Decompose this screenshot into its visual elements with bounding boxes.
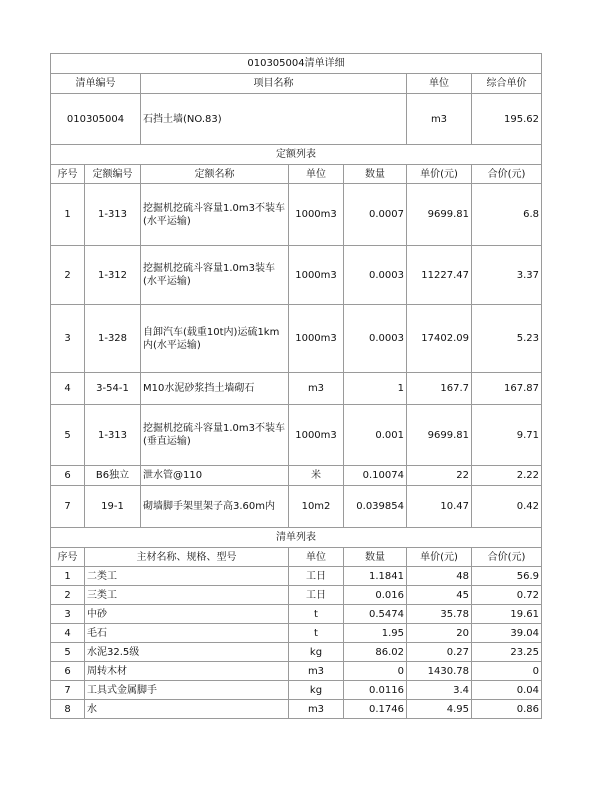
material-unit: kg — [289, 681, 344, 700]
quota-col-unit: 单位 — [289, 165, 344, 184]
material-total: 19.61 — [472, 605, 542, 624]
quota-no: 1 — [51, 184, 85, 246]
quota-name: 挖掘机挖硫斗容量1.0m3不装车(水平运输) — [141, 184, 289, 246]
quota-qty: 0.0003 — [344, 246, 407, 305]
material-name: 水泥32.5级 — [85, 643, 289, 662]
quota-unit: 1000m3 — [289, 405, 344, 466]
header-name-label: 项目名称 — [141, 74, 407, 94]
quota-total: 5.23 — [472, 305, 542, 373]
quota-code: 1-313 — [85, 405, 141, 466]
quota-name: 泄水管@110 — [141, 466, 289, 486]
quota-price: 9699.81 — [407, 405, 472, 466]
material-col-unit: 单位 — [289, 548, 344, 567]
material-no: 1 — [51, 567, 85, 586]
header-unit-label: 单位 — [407, 74, 472, 94]
quota-name: M10水泥砂浆挡土墙砌石 — [141, 373, 289, 405]
quota-row — [51, 486, 542, 528]
header-label-row — [51, 74, 542, 94]
title-row — [51, 54, 542, 74]
quota-unit: 1000m3 — [289, 305, 344, 373]
material-total: 0 — [472, 662, 542, 681]
quota-name: 挖掘机挖硫斗容量1.0m3不装车(垂直运输) — [141, 405, 289, 466]
quota-code: 19-1 — [85, 486, 141, 528]
material-name: 中砂 — [85, 605, 289, 624]
quota-code: 1-312 — [85, 246, 141, 305]
quota-col-name: 定额名称 — [141, 165, 289, 184]
quota-name: 自卸汽车(载重10t内)运硫1km内(水平运输) — [141, 305, 289, 373]
material-row — [51, 643, 542, 662]
material-qty: 0.5474 — [344, 605, 407, 624]
material-name: 三类工 — [85, 586, 289, 605]
material-unit: kg — [289, 643, 344, 662]
material-row — [51, 605, 542, 624]
quota-price: 22 — [407, 466, 472, 486]
material-unit: 工日 — [289, 567, 344, 586]
quota-total: 9.71 — [472, 405, 542, 466]
header-value-row — [51, 94, 542, 145]
quota-code: B6独立 — [85, 466, 141, 486]
bill-code: 010305004 — [51, 94, 141, 145]
quota-code: 3-54-1 — [85, 373, 141, 405]
material-unit: t — [289, 624, 344, 643]
quota-total: 0.42 — [472, 486, 542, 528]
material-no: 7 — [51, 681, 85, 700]
material-row — [51, 624, 542, 643]
material-no: 8 — [51, 700, 85, 719]
quota-no: 2 — [51, 246, 85, 305]
quota-total: 2.22 — [472, 466, 542, 486]
quota-col-qty: 数量 — [344, 165, 407, 184]
quota-total: 167.87 — [472, 373, 542, 405]
material-total: 39.04 — [472, 624, 542, 643]
sheet-title: 010305004清单详细 — [51, 54, 542, 74]
quota-price: 17402.09 — [407, 305, 472, 373]
quota-qty: 0.001 — [344, 405, 407, 466]
material-qty: 0.016 — [344, 586, 407, 605]
material-row — [51, 586, 542, 605]
material-price: 35.78 — [407, 605, 472, 624]
quota-code: 1-328 — [85, 305, 141, 373]
quota-col-code: 定额编号 — [85, 165, 141, 184]
quota-total: 3.37 — [472, 246, 542, 305]
material-qty: 0.1746 — [344, 700, 407, 719]
material-price: 20 — [407, 624, 472, 643]
quota-unit: m3 — [289, 373, 344, 405]
bill-detail-table — [50, 53, 542, 719]
material-price: 1430.78 — [407, 662, 472, 681]
quota-price: 167.7 — [407, 373, 472, 405]
material-total: 23.25 — [472, 643, 542, 662]
material-unit: t — [289, 605, 344, 624]
quota-qty: 0.10074 — [344, 466, 407, 486]
quota-price: 10.47 — [407, 486, 472, 528]
quota-row — [51, 305, 542, 373]
quota-qty: 0.0007 — [344, 184, 407, 246]
bill-unit: m3 — [407, 94, 472, 145]
material-unit: m3 — [289, 700, 344, 719]
quota-unit: 1000m3 — [289, 184, 344, 246]
quota-price: 9699.81 — [407, 184, 472, 246]
header-price-label: 综合单价 — [472, 74, 542, 94]
quota-row — [51, 405, 542, 466]
bill-price: 195.62 — [472, 94, 542, 145]
material-total: 0.04 — [472, 681, 542, 700]
quota-no: 5 — [51, 405, 85, 466]
material-no: 4 — [51, 624, 85, 643]
quota-row — [51, 466, 542, 486]
material-total: 0.72 — [472, 586, 542, 605]
material-row — [51, 567, 542, 586]
material-price: 45 — [407, 586, 472, 605]
quota-code: 1-313 — [85, 184, 141, 246]
quota-qty: 0.0003 — [344, 305, 407, 373]
material-section-title: 清单列表 — [51, 528, 542, 548]
quota-col-no: 序号 — [51, 165, 85, 184]
quota-col-total: 合价(元) — [472, 165, 542, 184]
quota-section-title: 定额列表 — [51, 145, 542, 165]
material-name: 周转木材 — [85, 662, 289, 681]
material-name: 水 — [85, 700, 289, 719]
material-row — [51, 662, 542, 681]
quota-section-row — [51, 145, 542, 165]
material-total: 0.86 — [472, 700, 542, 719]
quota-no: 7 — [51, 486, 85, 528]
quota-no: 3 — [51, 305, 85, 373]
material-col-total: 合价(元) — [472, 548, 542, 567]
material-price: 3.4 — [407, 681, 472, 700]
bill-detail-sheet — [50, 53, 541, 719]
quota-unit: 10m2 — [289, 486, 344, 528]
material-qty: 1.95 — [344, 624, 407, 643]
material-price: 48 — [407, 567, 472, 586]
material-no: 2 — [51, 586, 85, 605]
material-column-header — [51, 548, 542, 567]
quota-name: 砌墙脚手架里架子高3.60m内 — [141, 486, 289, 528]
material-no: 5 — [51, 643, 85, 662]
bill-name: 石挡土墙(NO.83) — [141, 94, 407, 145]
material-qty: 86.02 — [344, 643, 407, 662]
quota-no: 4 — [51, 373, 85, 405]
material-name: 工具式金属脚手 — [85, 681, 289, 700]
material-price: 0.27 — [407, 643, 472, 662]
material-qty: 0 — [344, 662, 407, 681]
quota-row — [51, 246, 542, 305]
material-name: 二类工 — [85, 567, 289, 586]
material-col-price: 单价(元) — [407, 548, 472, 567]
quota-row — [51, 373, 542, 405]
material-col-no: 序号 — [51, 548, 85, 567]
quota-price: 11227.47 — [407, 246, 472, 305]
material-unit: m3 — [289, 662, 344, 681]
quota-unit: 1000m3 — [289, 246, 344, 305]
quota-col-price: 单价(元) — [407, 165, 472, 184]
material-row — [51, 700, 542, 719]
material-row — [51, 681, 542, 700]
material-price: 4.95 — [407, 700, 472, 719]
material-name: 毛石 — [85, 624, 289, 643]
material-no: 6 — [51, 662, 85, 681]
quota-qty: 1 — [344, 373, 407, 405]
material-total: 56.9 — [472, 567, 542, 586]
material-unit: 工日 — [289, 586, 344, 605]
quota-name: 挖掘机挖硫斗容量1.0m3装车(水平运输) — [141, 246, 289, 305]
quota-no: 6 — [51, 466, 85, 486]
quota-row — [51, 184, 542, 246]
material-col-qty: 数量 — [344, 548, 407, 567]
header-code-label: 清单编号 — [51, 74, 141, 94]
material-section-row — [51, 528, 542, 548]
material-col-name: 主材名称、规格、型号 — [85, 548, 289, 567]
material-qty: 0.0116 — [344, 681, 407, 700]
quota-total: 6.8 — [472, 184, 542, 246]
quota-qty: 0.039854 — [344, 486, 407, 528]
material-no: 3 — [51, 605, 85, 624]
material-qty: 1.1841 — [344, 567, 407, 586]
quota-column-header — [51, 165, 542, 184]
quota-unit: 米 — [289, 466, 344, 486]
